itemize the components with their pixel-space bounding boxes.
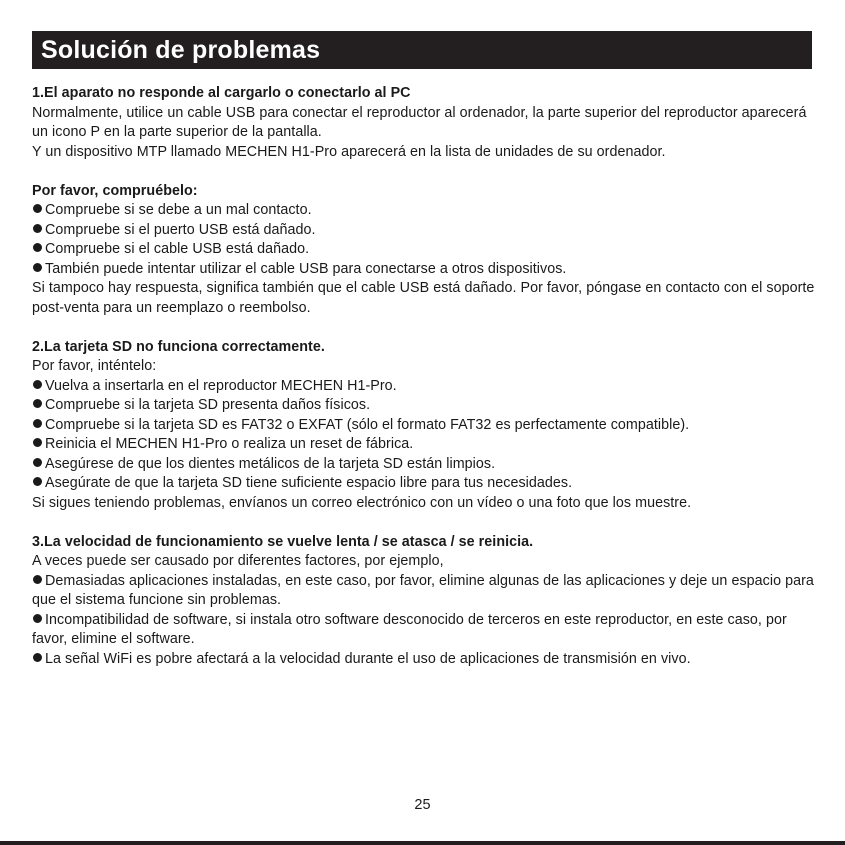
section-2-heading: 2.La tarjeta SD no funciona correctamente. xyxy=(32,338,325,355)
list-item xyxy=(32,611,822,650)
bullet-icon xyxy=(33,399,42,408)
list-item xyxy=(32,455,822,475)
list-item xyxy=(32,474,822,494)
bullet-icon xyxy=(33,204,42,213)
bullet-text: Compruebe si se debe a un mal contacto. xyxy=(45,202,312,218)
bullet-text: Compruebe si la tarjeta SD es FAT32 o EXFAT (sólo el formato FAT32 es perfectamente compatible). xyxy=(45,416,690,433)
bullet-text: Compruebe si el cable USB está dañado. xyxy=(45,241,310,257)
bullet-icon xyxy=(33,263,42,272)
section-1-intro-1: Normalmente, utilice un cable USB para conectar el reproductor al ordenador, la parte superior del reproductor aparecerá un icono P en la parte superior de la pantalla. xyxy=(32,104,807,140)
bullet-icon xyxy=(33,224,42,233)
section-3-intro: A veces puede ser causado por diferentes factores, por ejemplo, xyxy=(32,553,444,569)
bottom-rule xyxy=(0,841,845,845)
section-2-outro: Si sigues teniendo problemas, envíanos un correo electrónico con un vídeo o una foto que los muestre. xyxy=(32,494,692,511)
bullet-icon xyxy=(33,380,42,389)
list-item xyxy=(32,377,822,397)
section-1-outro: Si tampoco hay respuesta, significa también que el cable USB está dañado. Por favor, póngase en contacto con el soporte post-venta para un reemplazo o reembolso. xyxy=(32,280,815,316)
list-item xyxy=(32,201,822,221)
section-1-subheading: Por favor, compruébelo: xyxy=(32,182,198,199)
bullet-icon xyxy=(33,614,42,623)
list-item xyxy=(32,650,822,670)
page-title: Solución de problemas xyxy=(41,36,321,64)
list-item xyxy=(32,435,822,455)
list-item xyxy=(32,240,822,260)
list-item xyxy=(32,572,822,611)
bullet-text: Asegúrate de que la tarjeta SD tiene suficiente espacio libre para tus necesidades. xyxy=(45,475,573,491)
page-title-banner xyxy=(32,31,812,69)
bullet-text: Compruebe si el puerto USB está dañado. xyxy=(45,221,316,238)
list-item xyxy=(32,221,822,241)
bullet-icon xyxy=(33,438,42,447)
document-body xyxy=(32,84,822,669)
section-1-heading: 1.El aparato no responde al cargarlo o conectarlo al PC xyxy=(32,85,411,101)
list-item xyxy=(32,416,822,436)
section-3-heading: 3.La velocidad de funcionamiento se vuelve lenta / se atasca / se reinicia. xyxy=(32,533,534,550)
bullet-icon xyxy=(33,243,42,252)
bullet-text: Demasiadas aplicaciones instaladas, en este caso, por favor, elimine algunas de las aplicaciones y deje un espacio para que el sistema funcione sin problemas. xyxy=(32,572,814,608)
list-item xyxy=(32,396,822,416)
section-2-intro: Por favor, inténtelo: xyxy=(32,358,157,374)
bullet-text: Compruebe si la tarjeta SD presenta daños físicos. xyxy=(45,397,371,413)
bullet-icon xyxy=(33,458,42,467)
bullet-icon xyxy=(33,575,42,584)
bullet-text: También puede intentar utilizar el cable USB para conectarse a otros dispositivos. xyxy=(45,260,567,277)
section-1-intro-2: Y un dispositivo MTP llamado MECHEN H1-Pro aparecerá en la lista de unidades de su ordenador. xyxy=(32,143,666,160)
bullet-text: Incompatibilidad de software, si instala otro software desconocido de terceros en este reproductor, en este caso, por favor, elimine el software. xyxy=(32,611,787,647)
bullet-text: Vuelva a insertarla en el reproductor MECHEN H1-Pro. xyxy=(45,377,397,394)
bullet-text: La señal WiFi es pobre afectará a la velocidad durante el uso de aplicaciones de transmisión en vivo. xyxy=(45,650,691,667)
bullet-icon xyxy=(33,419,42,428)
bullet-text: Reinicia el MECHEN H1-Pro o realiza un reset de fábrica. xyxy=(45,436,414,452)
bullet-icon xyxy=(33,653,42,662)
list-item xyxy=(32,260,822,280)
bullet-text: Asegúrese de que los dientes metálicos de la tarjeta SD están limpios. xyxy=(45,455,496,472)
page-number: 25 xyxy=(414,797,431,813)
bullet-icon xyxy=(33,477,42,486)
